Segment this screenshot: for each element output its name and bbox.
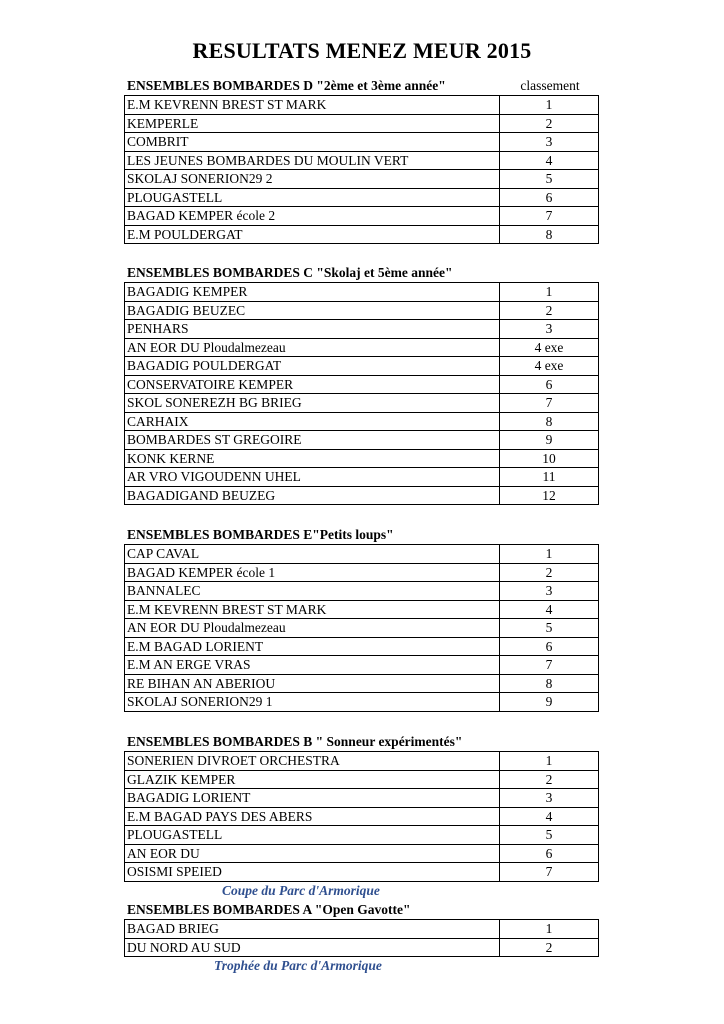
ensemble-rank: 1 [500,96,599,115]
ensemble-name: E.M AN ERGE VRAS [125,656,500,675]
ensemble-name: OSISMI SPEIED [125,863,500,882]
ensemble-rank: 3 [500,320,599,339]
table-row [125,394,599,413]
ensemble-rank: 3 [500,582,599,601]
ensemble-rank: 4 exe [500,357,599,376]
table-row [125,151,599,170]
table-row [125,96,599,115]
results-table-e [124,544,599,712]
ensemble-name: DU NORD AU SUD [125,938,500,957]
ensemble-rank: 5 [500,619,599,638]
ensemble-name: RE BIHAN AN ABERIOU [125,674,500,693]
table-row [125,449,599,468]
table-row [125,637,599,656]
ensemble-name: KONK KERNE [125,449,500,468]
table-row [125,188,599,207]
table-row [125,938,599,957]
table-row [125,225,599,244]
ensemble-rank: 5 [500,826,599,845]
table-row [125,789,599,808]
ensemble-rank: 4 [500,807,599,826]
ensemble-rank: 7 [500,863,599,882]
ensemble-name: BANNALEC [125,582,500,601]
table-row [125,170,599,189]
section-d [124,77,599,244]
table-row [125,545,599,564]
ensemble-rank: 3 [500,133,599,152]
ensemble-rank: 4 exe [500,338,599,357]
ensemble-name: GLAZIK KEMPER [125,770,500,789]
ensemble-name: SKOL SONEREZH BG BRIEG [125,394,500,413]
ensemble-name: BOMBARDES ST GREGOIRE [125,431,500,450]
section-title: ENSEMBLES BOMBARDES E"Petits loups" [127,527,394,542]
section-b [124,733,599,882]
table-row [125,826,599,845]
table-row [125,863,599,882]
ensemble-rank: 10 [500,449,599,468]
section-c [124,264,599,505]
ensemble-name: BAGADIG POULDERGAT [125,357,500,376]
ensemble-name: BAGAD KEMPER école 2 [125,207,500,226]
table-row [125,563,599,582]
ensemble-name: BAGAD BRIEG [125,920,500,939]
table-row [125,431,599,450]
table-row [125,283,599,302]
section-title: ENSEMBLES BOMBARDES A "Open Gavotte" [127,902,411,917]
ensemble-rank: 6 [500,637,599,656]
ensemble-name: PENHARS [125,320,500,339]
ensemble-name: AR VRO VIGOUDENN UHEL [125,468,500,487]
table-row [125,468,599,487]
table-row [125,375,599,394]
ensemble-rank: 11 [500,468,599,487]
table-row [125,114,599,133]
ensemble-rank: 6 [500,844,599,863]
ensemble-rank: 7 [500,207,599,226]
ensemble-rank: 2 [500,563,599,582]
ensemble-rank: 9 [500,693,599,712]
table-row [125,693,599,712]
ensemble-name: BAGADIG KEMPER [125,283,500,302]
ensemble-name: BAGAD KEMPER école 1 [125,563,500,582]
ensemble-name: SONERIEN DIVROET ORCHESTRA [125,752,500,771]
section-header [124,264,599,282]
table-row [125,133,599,152]
ensemble-name: E.M BAGAD LORIENT [125,637,500,656]
ensemble-rank: 1 [500,283,599,302]
ensemble-rank: 8 [500,674,599,693]
section-e [124,526,599,712]
ensemble-name: CARHAIX [125,412,500,431]
table-row [125,656,599,675]
table-row [125,619,599,638]
coupe-parc-armorique-label: Coupe du Parc d'Armorique [222,883,380,898]
ensemble-name: LES JEUNES BOMBARDES DU MOULIN VERT [125,151,500,170]
table-row [125,807,599,826]
ensemble-rank: 1 [500,920,599,939]
table-row [125,674,599,693]
ensemble-rank: 12 [500,486,599,505]
table-row [125,320,599,339]
ensemble-name: AN EOR DU [125,844,500,863]
ensemble-rank: 1 [500,752,599,771]
ensemble-name: E.M KEVRENN BREST ST MARK [125,96,500,115]
section-header [124,901,599,919]
ensemble-name: BAGADIG BEUZEC [125,301,500,320]
ensemble-rank: 4 [500,600,599,619]
ensemble-rank: 2 [500,938,599,957]
table-row [125,582,599,601]
section-a [124,901,599,957]
ensemble-rank: 8 [500,412,599,431]
ranking-column-header: classement [520,78,580,93]
ensemble-name: BAGADIGAND BEUZEG [125,486,500,505]
ensemble-rank: 3 [500,789,599,808]
section-header [124,733,599,751]
section-title: ENSEMBLES BOMBARDES B " Sonneur expérimentés" [127,734,463,749]
ensemble-rank: 7 [500,394,599,413]
trophee-parc-armorique-label: Trophée du Parc d'Armorique [214,958,382,973]
results-table-d [124,95,599,244]
ensemble-rank: 1 [500,545,599,564]
ensemble-name: CAP CAVAL [125,545,500,564]
table-row [125,207,599,226]
table-row [125,412,599,431]
table-row [125,752,599,771]
ensemble-rank: 5 [500,170,599,189]
ensemble-name: SKOLAJ SONERION29 1 [125,693,500,712]
ensemble-rank: 9 [500,431,599,450]
results-table-b [124,751,599,882]
ensemble-name: E.M BAGAD PAYS DES ABERS [125,807,500,826]
results-table-a [124,919,599,957]
ensemble-rank: 4 [500,151,599,170]
page-title: RESULTATS MENEZ MEUR 2015 [192,38,532,63]
ensemble-name: E.M KEVRENN BREST ST MARK [125,600,500,619]
ensemble-name: AN EOR DU Ploudalmezeau [125,338,500,357]
section-title: ENSEMBLES BOMBARDES D "2ème et 3ème année" [127,78,446,93]
ensemble-name: KEMPERLE [125,114,500,133]
ensemble-rank: 8 [500,225,599,244]
ensemble-rank: 2 [500,301,599,320]
ensemble-name: AN EOR DU Ploudalmezeau [125,619,500,638]
table-row [125,600,599,619]
table-row [125,357,599,376]
ensemble-rank: 2 [500,114,599,133]
ensemble-name: COMBRIT [125,133,500,152]
ensemble-name: SKOLAJ SONERION29 2 [125,170,500,189]
ensemble-name: BAGADIG LORIENT [125,789,500,808]
ensemble-rank: 7 [500,656,599,675]
results-table-c [124,282,599,505]
ensemble-name: CONSERVATOIRE KEMPER [125,375,500,394]
ensemble-name: E.M POULDERGAT [125,225,500,244]
section-header [124,526,599,544]
ensemble-rank: 6 [500,375,599,394]
table-row [125,770,599,789]
ensemble-name: PLOUGASTELL [125,188,500,207]
ensemble-name: PLOUGASTELL [125,826,500,845]
table-row [125,920,599,939]
ensemble-rank: 2 [500,770,599,789]
table-row [125,844,599,863]
table-row [125,486,599,505]
table-row [125,338,599,357]
section-title: ENSEMBLES BOMBARDES C "Skolaj et 5ème année" [127,265,453,280]
table-row [125,301,599,320]
ensemble-rank: 6 [500,188,599,207]
section-header [124,77,599,95]
